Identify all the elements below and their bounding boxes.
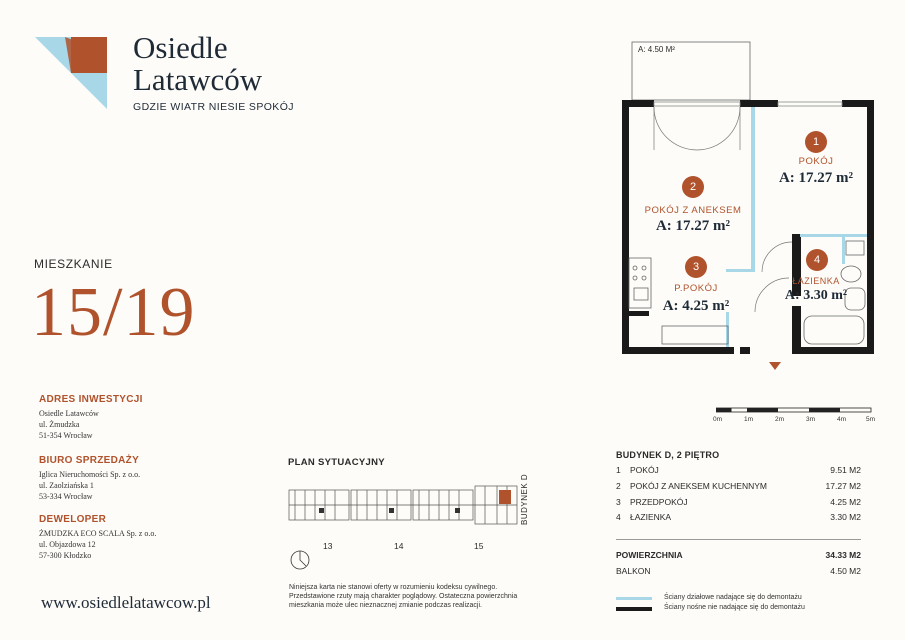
- room-name: POKÓJ: [798, 156, 834, 167]
- divider: [616, 539, 861, 540]
- section-line: ŻMUDZKA ECO SCALA Sp. z o.o.: [39, 529, 157, 538]
- building-label: BUDYNEK D: [520, 473, 529, 525]
- apartment-label: MIESZKANIE: [34, 257, 113, 271]
- section-line: ul. Objazdowa 12: [39, 540, 96, 549]
- schedule-total-row: [616, 550, 861, 563]
- room-number: 1: [805, 131, 827, 153]
- brand-tagline: GDZIE WIATR NIESIE SPOKÓJ: [133, 101, 294, 113]
- brand-logo: [35, 37, 107, 109]
- legend-swatch-load-bearing: [616, 607, 652, 611]
- room-area: A: 17.27 m²: [655, 218, 731, 234]
- section-line: ul. Zaolziańska 1: [39, 481, 94, 490]
- room-area: A: 3.30 m²: [784, 288, 848, 303]
- row-value: 9.51 M2: [830, 465, 861, 475]
- room-area: A: 17.27 m²: [778, 170, 854, 186]
- row-name: POKÓJ: [630, 465, 659, 475]
- section-line: 57-300 Kłodzko: [39, 551, 92, 560]
- total-label: POWIERZCHNIA: [616, 550, 683, 560]
- total-value: 34.33 M2: [825, 550, 861, 560]
- room-marker-2: [682, 176, 704, 198]
- scale-label: 2m: [775, 416, 785, 423]
- scale-label: 4m: [837, 416, 847, 423]
- site-plan-number: 13: [323, 541, 333, 551]
- section-sales-office: [39, 455, 140, 502]
- brand-title: Osiedle Latawców: [133, 30, 263, 97]
- scale-bar: [716, 405, 876, 415]
- section-developer: [39, 514, 156, 561]
- section-line: Osiedle Latawców: [39, 409, 99, 418]
- row-number: 4: [616, 512, 621, 522]
- row-value: 3.30 M2: [830, 512, 861, 522]
- section-line: ul. Żmudzka: [39, 420, 80, 429]
- compass-icon: [289, 549, 311, 571]
- schedule-row: [616, 497, 861, 510]
- scale-label: 1m: [744, 416, 754, 423]
- scale-label: 3m: [806, 416, 816, 423]
- row-number: 2: [616, 481, 621, 491]
- row-value: 4.25 M2: [830, 497, 861, 507]
- legend-partition: Ściany działowe nadające się do demontażu: [664, 594, 802, 601]
- site-plan-number: 15: [474, 541, 484, 551]
- site-plan-number: 14: [394, 541, 404, 551]
- legend-load-bearing: Ściany nośne nie nadające się do demontażu: [664, 604, 805, 611]
- site-plan-map: [285, 478, 525, 533]
- site-plan-heading: PLAN SYTUACYJNY: [288, 457, 385, 468]
- section-line: 51-354 Wrocław: [39, 431, 93, 440]
- row-name: POKÓJ Z ANEKSEM KUCHENNYM: [630, 481, 767, 491]
- schedule-balcony-row: [616, 566, 861, 579]
- section-heading: ADRES INWESTYCJI: [39, 394, 143, 405]
- disclaimer: Niniejsza karta nie stanowi oferty w rozumieniu kodeksu cywilnego. Przedstawione rzuty mają charakter poglądowy. Ostateczna powierzchnia mieszkania może ulec nieznacznej zmianie podczas realizacji.: [289, 584, 518, 609]
- schedule-heading: BUDYNEK D, 2 PIĘTRO: [616, 450, 720, 460]
- section-address: [39, 394, 143, 441]
- section-line: 53-334 Wrocław: [39, 492, 93, 501]
- scale-label: 5m: [866, 416, 876, 423]
- room-marker-4: [806, 249, 828, 271]
- schedule-row: [616, 465, 861, 478]
- room-marker-1: [805, 131, 827, 153]
- room-area: A: 4.25 m²: [662, 298, 730, 314]
- room-number: 3: [685, 256, 707, 278]
- schedule-row: [616, 481, 861, 494]
- apartment-number: 15/19: [31, 274, 196, 351]
- row-number: 1: [616, 465, 621, 475]
- balcony-area-label: A: 4.50 M²: [638, 45, 675, 54]
- website-link[interactable]: www.osiedlelatawcow.pl: [41, 593, 211, 612]
- row-name: PRZEDPOKÓJ: [630, 497, 688, 507]
- section-heading: BIURO SPRZEDAŻY: [39, 455, 140, 466]
- scale-label: 0m: [713, 416, 723, 423]
- row-name: ŁAZIENKA: [630, 512, 672, 522]
- room-number: 2: [682, 176, 704, 198]
- schedule-row: [616, 512, 861, 525]
- section-line: Iglica Nieruchomości Sp. z o.o.: [39, 470, 141, 479]
- room-name: ŁAZIENKA: [792, 276, 840, 286]
- room-number: 4: [806, 249, 828, 271]
- row-number: 3: [616, 497, 621, 507]
- row-value: 17.27 M2: [825, 481, 861, 491]
- room-marker-3: [685, 256, 707, 278]
- room-name: P.POKÓJ: [674, 283, 718, 294]
- section-heading: DEWELOPER: [39, 514, 107, 525]
- legend-swatch-partition: [616, 597, 652, 600]
- room-name: POKÓJ Z ANEKSEM: [644, 205, 742, 216]
- balcony-value: 4.50 M2: [830, 566, 861, 576]
- balcony-label: BALKON: [616, 566, 651, 576]
